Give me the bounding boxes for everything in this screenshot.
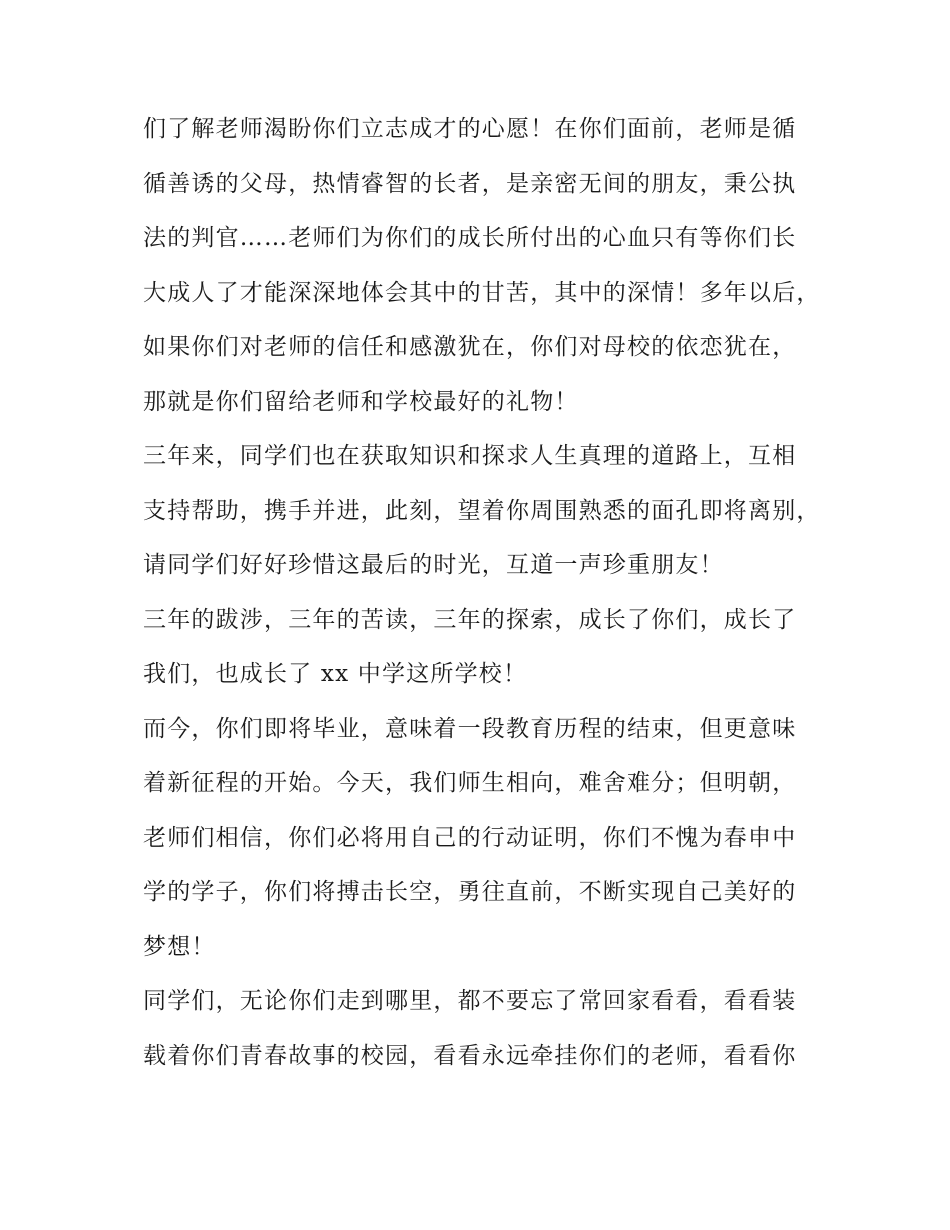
text-line: 载着你们青春故事的校园，看看永远牵挂你们的老师，看看你 (143, 1042, 797, 1069)
text-line: 三年来，同学们也在获取知识和探求人生真理的道路上，互相 (143, 443, 797, 469)
text-line: 老师们相信，你们必将用自己的行动证明，你们不愧为春申中 (143, 824, 797, 851)
text-line: 请同学们好好珍惜这最后的时光，互道一声珍重朋友！ (143, 552, 724, 578)
text-line: 循善诱的父母，热情睿智的长者，是亲密无间的朋友，秉公执 (143, 170, 797, 197)
text-line: 同学们，无论你们走到哪里，都不要忘了常回家看看，看看装 (143, 988, 797, 1014)
text-line: 我们，也成长了 xx 中学这所学校！ (143, 661, 528, 687)
text-line: 大成人了才能深深地体会其中的甘苦，其中的深情！多年以后， (143, 279, 821, 306)
text-line: 梦想！ (143, 933, 216, 960)
body-text (143, 109, 843, 1090)
text-line: 那就是你们留给老师和学校最好的礼物！ (143, 388, 579, 415)
text-line: 三年的跋涉，三年的苦读，三年的探索，成长了你们，成长了 (143, 606, 797, 633)
text-line: 着新征程的开始。今天，我们师生相向，难舍难分；但明朝， (143, 770, 797, 796)
text-line: 们了解老师渴盼你们立志成才的心愿！在你们面前，老师是循 (143, 116, 797, 142)
text-line: 学的学子，你们将搏击长空，勇往直前，不断实现自己美好的 (143, 879, 797, 905)
text-line: 如果你们对老师的信任和感激犹在，你们对母校的依恋犹在， (143, 334, 797, 360)
text-line: 支持帮助，携手并进，此刻，望着你周围熟悉的面孔即将离别， (143, 497, 821, 524)
text-line: 法的判官……老师们为你们的成长所付出的心血只有等你们长 (143, 225, 797, 251)
text-line: 而今，你们即将毕业，意味着一段教育历程的结束，但更意味 (143, 715, 797, 742)
